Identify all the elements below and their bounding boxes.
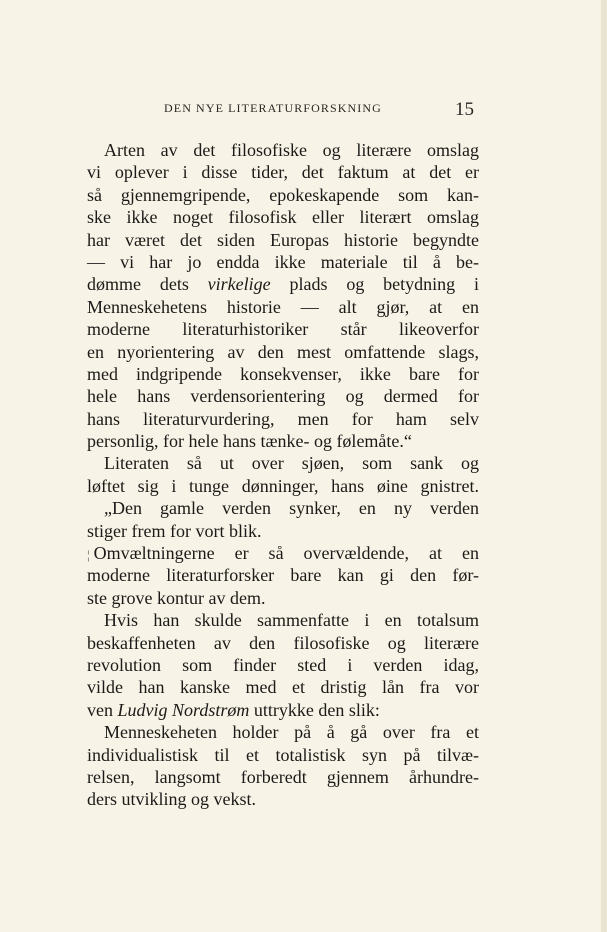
text-fragment: dømme dets (87, 274, 189, 295)
running-title: DEN NYE LITERATURFORSKNING (164, 101, 382, 115)
page-edge (601, 0, 607, 932)
text-line: ske ikke noget filosofisk eller literært omslag (87, 207, 479, 228)
text-line: med indgripende konsekvenser, ikke bare for (87, 363, 479, 384)
text-line: Menneskehetens historie — alt gjør, at en (87, 296, 479, 317)
text-line: revolution som finder sted i verden idag, (87, 654, 479, 675)
text-line: ders utvikling og vekst. (87, 789, 256, 810)
text-line: Literaten så ut over sjøen, som sank og (104, 453, 479, 474)
margin-mark: ¦ (87, 547, 90, 563)
page-number: 15 (455, 99, 474, 120)
text-line-with-emphasis (87, 699, 479, 721)
body-text (87, 139, 479, 811)
text-line: personlig, for hele hans tænke- og følemåte.“ (87, 431, 412, 452)
text-line: Menneskeheten holder på å gå over fra et (104, 722, 479, 743)
emphasized-name: Ludvig Nordstrøm (117, 699, 250, 720)
running-head (0, 99, 607, 121)
text-line: individualistisk til et totalistisk syn på tilvæ- (87, 744, 479, 765)
text-line: vi oplever i disse tider, det faktum at det er (87, 162, 479, 183)
text-line: så gjennemgripende, epokeskapende som kan- (87, 184, 479, 205)
text-line: vilde han kanske med et dristig lån fra vor (87, 677, 479, 698)
text-fragment: ven (87, 699, 113, 720)
text-line: hele hans verdensorientering og dermed for (87, 386, 479, 407)
emphasized-word: virkelige (207, 274, 271, 295)
text-line: ste grove kontur av dem. (87, 587, 266, 608)
text-line: relsen, langsomt forberedt gjennem århundre- (87, 766, 479, 787)
text-line: har været det siden Europas historie begyndte (87, 229, 479, 250)
text-line: „Den gamle verden synker, en ny verden (104, 498, 479, 519)
text-line-with-emphasis (87, 273, 479, 295)
text-line: Arten av det filosofiske og literære omslag (104, 140, 479, 160)
text-fragment: uttrykke den slik: (253, 699, 380, 720)
text-line: beskaffenheten av den filosofiske og literære (87, 632, 479, 653)
text-line: stiger frem for vort blik. (87, 520, 262, 541)
text-line: løftet sig i tunge dønninger, hans øine gnistret. (87, 475, 479, 496)
text-line: moderne literaturhistoriker står likeoverfor (87, 319, 479, 340)
text-line: moderne literaturforsker bare kan gi den før- (87, 565, 479, 586)
text-line-with-margin-mark (87, 542, 479, 564)
text-fragment: Omvæltningerne er så overvældende, at en (93, 543, 479, 564)
text-line: — vi har jo endda ikke materiale til å be- (87, 251, 479, 272)
text-fragment: plads og betydning i (289, 274, 479, 295)
text-line: hans literaturvurdering, men for ham selv (87, 408, 479, 429)
text-line: Hvis han skulde sammenfatte i en totalsum (104, 610, 479, 631)
text-line: en nyorientering av den mest omfattende slags, (87, 341, 479, 362)
